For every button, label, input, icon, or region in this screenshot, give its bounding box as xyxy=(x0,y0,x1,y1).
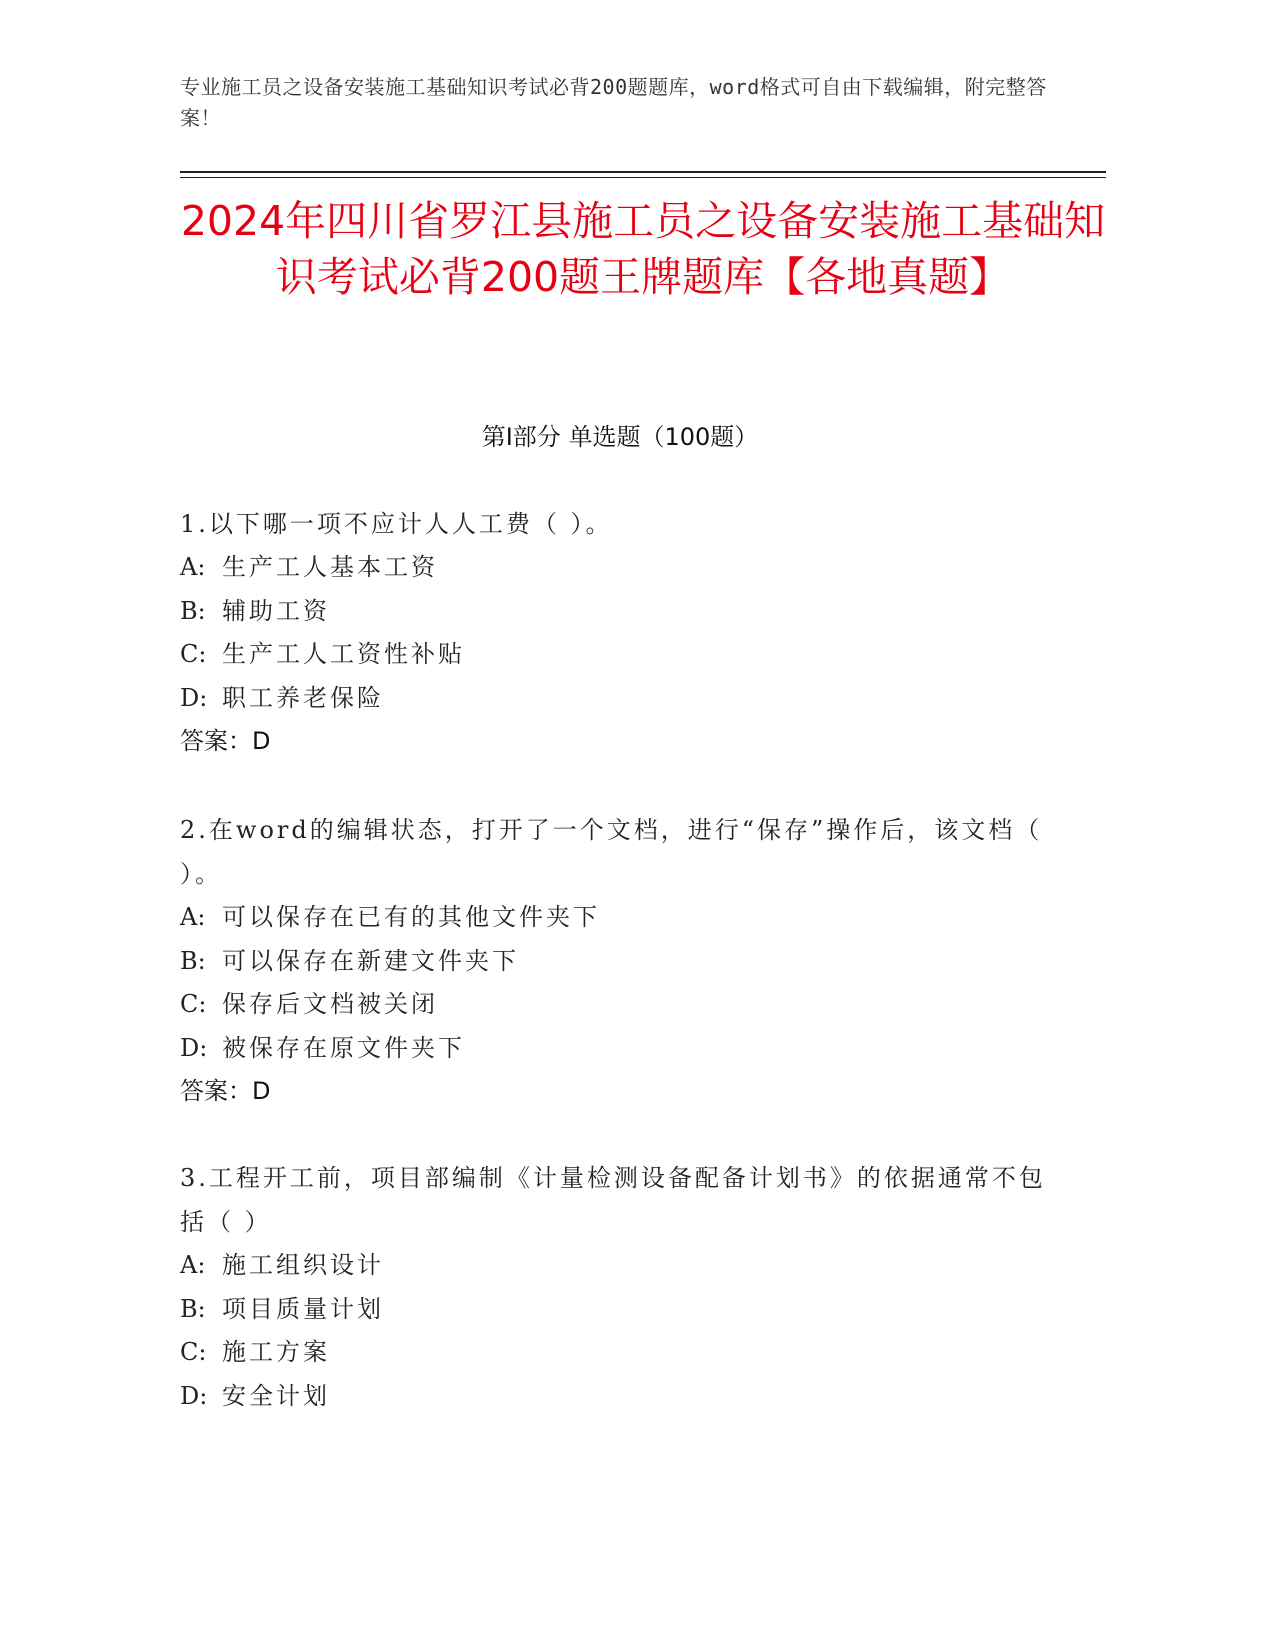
option-b xyxy=(180,940,1060,984)
option-a xyxy=(180,896,1060,940)
question-stem: 2.在word的编辑状态，打开了一个文档，进行“保存”操作后，该文档（ ）。 xyxy=(180,816,1043,888)
question-3 xyxy=(180,1156,1060,1418)
header-note: 专业施工员之设备安装施工基础知识考试必背200题题库，word格式可自由下载编辑，附完整答案！ xyxy=(180,75,1047,130)
option-c xyxy=(180,1331,1060,1375)
section-title: 第I部分 单选题（100题） xyxy=(481,423,759,451)
option-c xyxy=(180,633,1060,677)
option-text: 生产工人基本工资 xyxy=(222,553,438,581)
option-text: 安全计划 xyxy=(222,1381,330,1410)
option-letter: B: xyxy=(180,596,206,625)
option-text: 施工方案 xyxy=(222,1338,330,1366)
option-d xyxy=(180,1375,1060,1419)
question-1 xyxy=(180,502,1060,764)
option-letter: B: xyxy=(180,1294,206,1323)
question-stem: 3.工程开工前，项目部编制《计量检测设备配备计划书》的依据通常不包括（ ） xyxy=(180,1164,1046,1236)
answer: 答案：D xyxy=(180,1077,271,1105)
option-a xyxy=(180,546,1060,590)
option-text: 被保存在原文件夹下 xyxy=(222,1033,465,1062)
option-text: 项目质量计划 xyxy=(222,1294,384,1323)
option-text: 辅助工资 xyxy=(222,596,330,625)
question-2 xyxy=(180,808,1060,1114)
option-letter: D: xyxy=(180,1381,208,1410)
document-title: 2024年四川省罗江县施工员之设备安装施工基础知识考试必背200题王牌题库【各地真题】 xyxy=(180,197,1106,301)
option-letter: D: xyxy=(180,683,208,712)
option-letter: A: xyxy=(180,903,206,931)
question-stem: 1.以下哪一项不应计人人工费（ ）。 xyxy=(180,510,613,538)
option-d xyxy=(180,1027,1060,1071)
option-letter: D: xyxy=(180,1033,208,1062)
option-letter: A: xyxy=(180,553,206,581)
option-b xyxy=(180,1288,1060,1332)
option-text: 生产工人工资性补贴 xyxy=(222,640,465,668)
option-letter: A: xyxy=(180,1251,206,1279)
option-d xyxy=(180,677,1060,721)
option-c xyxy=(180,983,1060,1027)
option-text: 职工养老保险 xyxy=(222,683,384,712)
option-text: 可以保存在已有的其他文件夹下 xyxy=(222,903,600,931)
answer: 答案：D xyxy=(180,727,271,755)
header-rule-thick xyxy=(180,171,1106,173)
option-b xyxy=(180,590,1060,634)
option-a xyxy=(180,1244,1060,1288)
option-text: 保存后文档被关闭 xyxy=(222,990,438,1018)
option-letter: C: xyxy=(180,1338,207,1366)
option-letter: B: xyxy=(180,946,206,975)
option-text: 施工组织设计 xyxy=(222,1251,384,1279)
header-rule-thin xyxy=(180,177,1106,178)
option-letter: C: xyxy=(180,640,207,668)
option-text: 可以保存在新建文件夹下 xyxy=(222,946,519,975)
option-letter: C: xyxy=(180,990,207,1018)
